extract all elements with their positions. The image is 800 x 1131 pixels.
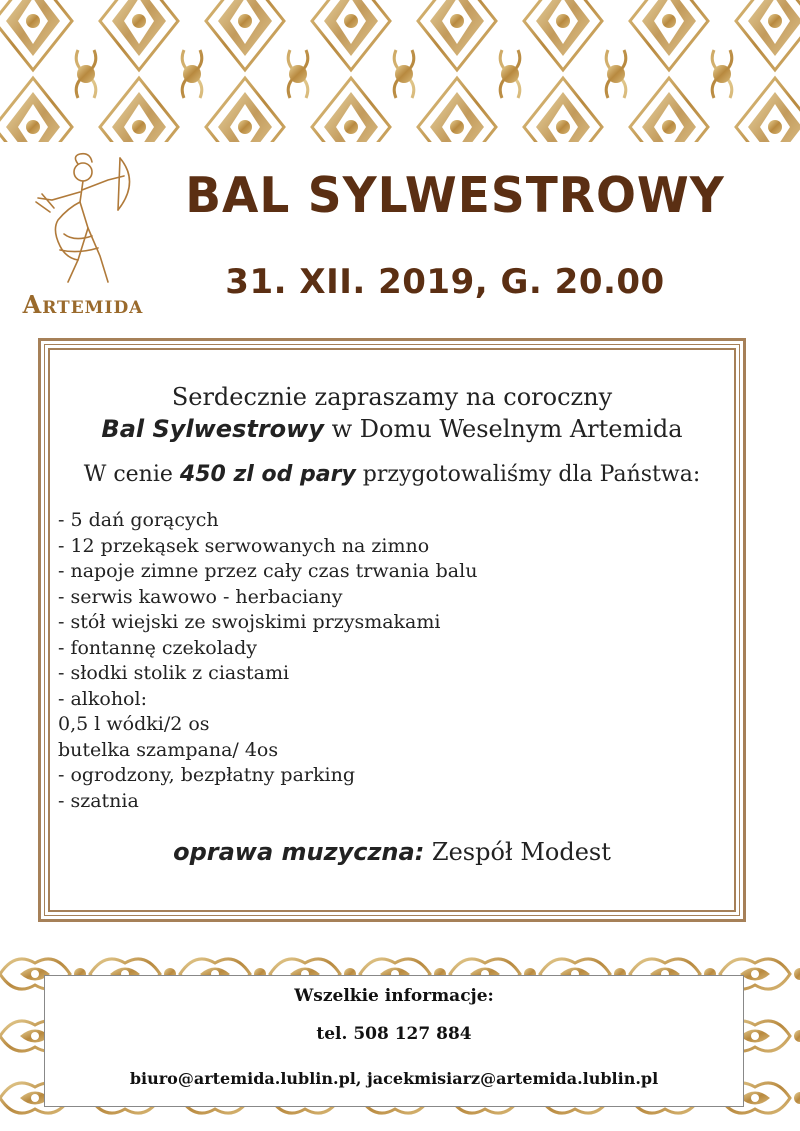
price-line xyxy=(50,462,734,487)
list-item: - stół wiejski ze swojskimi przysmakami xyxy=(58,611,441,633)
artemida-logo xyxy=(8,150,158,320)
list-item: - szatnia xyxy=(58,789,139,812)
event-date: 31. XII. 2019, G. 20.00 xyxy=(225,262,665,302)
price-suffix: przygotowaliśmy dla Państwa: xyxy=(355,462,701,487)
list-item: 0,5 l wódki/2 os xyxy=(58,713,210,735)
list-item: - fontannę czekolady xyxy=(58,636,258,659)
list-item: butelka szampana/ 4os xyxy=(58,738,279,761)
contact-emails[interactable]: biuro@artemida.lublin.pl, jacekmisiarz@artemida.lublin.pl xyxy=(129,1069,659,1088)
contact-box xyxy=(44,975,744,1107)
venue-text: w Domu Weselnym Artemida xyxy=(323,415,683,443)
top-damask-pattern xyxy=(0,0,800,142)
list-item: - serwis kawowo - herbaciany xyxy=(58,585,343,608)
logo-text: Artemida xyxy=(22,290,144,319)
list-item: - ogrodzony, bezpłatny parking xyxy=(58,764,355,786)
invitation-line-2 xyxy=(50,415,734,443)
invitation-line-1: Serdecznie zapraszamy na coroczny xyxy=(171,383,613,411)
music-label: oprawa muzyczna: xyxy=(173,838,425,866)
band-name: Zespół Modest xyxy=(424,838,611,866)
list-item: - 5 dań gorących xyxy=(58,509,219,531)
price-value: 450 zl od pary xyxy=(179,462,356,487)
price-prefix: W cenie xyxy=(83,462,180,487)
music-line xyxy=(50,838,734,866)
list-item: - 12 przekąsek serwowanych na zimno xyxy=(58,534,430,557)
page-title: BAL SYLWESTROWY xyxy=(185,166,725,225)
offer-list xyxy=(58,508,477,814)
contact-heading: Wszelkie informacje: xyxy=(294,986,494,1006)
artemis-figure-icon xyxy=(8,150,158,290)
list-item: - słodki stolik z ciastami xyxy=(58,662,290,684)
list-item: - napoje zimne przez cały czas trwania balu xyxy=(58,560,478,582)
event-name: Bal Sylwestrowy xyxy=(101,415,324,443)
list-item: - alkohol: xyxy=(58,687,147,710)
contact-phone[interactable]: tel. 508 127 884 xyxy=(316,1024,472,1044)
